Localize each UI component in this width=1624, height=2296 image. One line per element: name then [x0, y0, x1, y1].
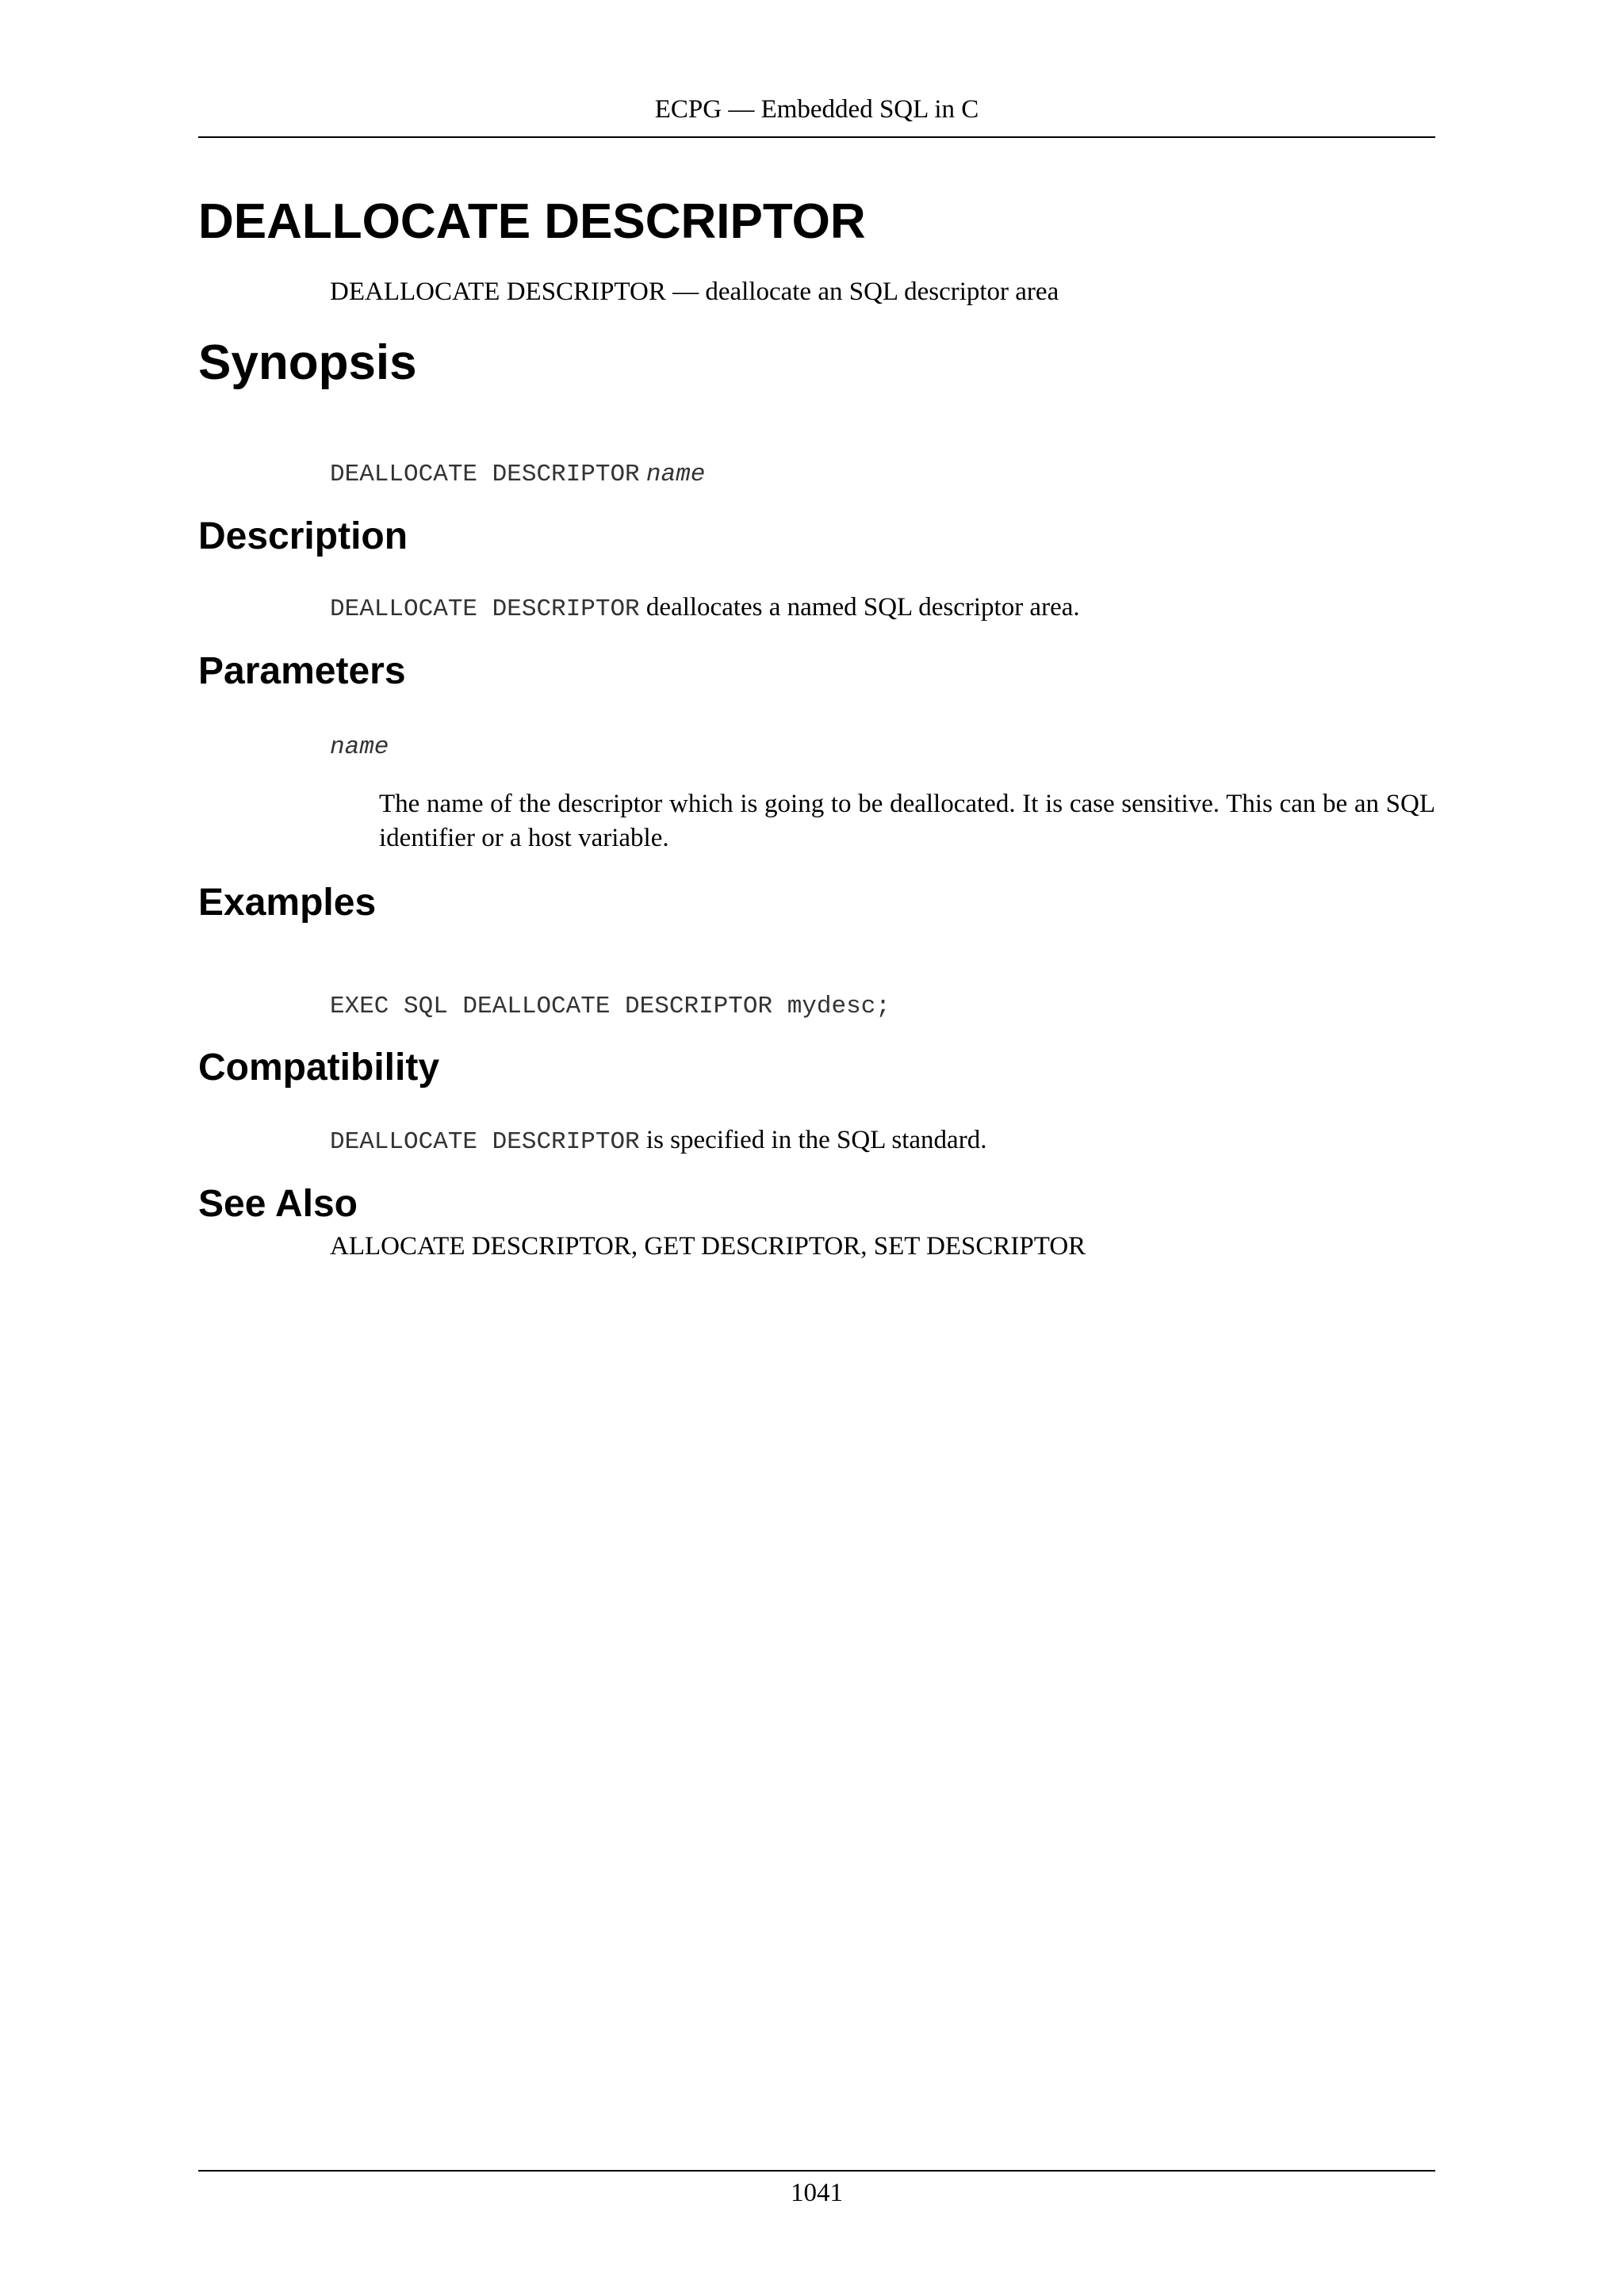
compatibility-heading: Compatibility: [198, 1047, 440, 1089]
description-heading: Description: [198, 515, 408, 557]
synopsis-heading: Synopsis: [198, 335, 417, 390]
refentry-title: DEALLOCATE DESCRIPTOR: [198, 194, 866, 249]
examples-heading: Examples: [198, 882, 377, 924]
see-also-heading: See Also: [198, 1183, 358, 1225]
compatibility-command: DEALLOCATE DESCRIPTOR: [330, 1128, 640, 1156]
synopsis-argument: name: [645, 461, 706, 488]
description-paragraph: [330, 591, 1080, 626]
see-also-links[interactable]: ALLOCATE DESCRIPTOR, GET DESCRIPTOR, SET DESCRIPTOR: [330, 1232, 1086, 1261]
example-code: [330, 989, 891, 1023]
synopsis-command: DEALLOCATE DESCRIPTOR: [330, 461, 640, 488]
compatibility-text: is specified in the SQL standard.: [645, 1126, 987, 1154]
parameter-term-name: name: [330, 733, 389, 761]
compatibility-paragraph: [330, 1124, 986, 1158]
synopsis-code: [330, 457, 705, 491]
page-number: 1041: [791, 2179, 843, 2207]
parameters-heading: Parameters: [198, 650, 406, 692]
example-code-line: EXEC SQL DEALLOCATE DESCRIPTOR mydesc;: [330, 993, 891, 1020]
description-command: DEALLOCATE DESCRIPTOR: [330, 595, 640, 623]
running-header: ECPG — Embedded SQL in C: [654, 95, 979, 124]
parameter-definition: The name of the descriptor which is going to be deallocated. It is case sensitive. This can be an SQL identifier or a host variable.: [379, 790, 1435, 852]
header-rule: [198, 136, 1435, 138]
parameter-term: [330, 729, 389, 763]
footer-rule: [198, 2170, 1435, 2172]
refentry-purpose: DEALLOCATE DESCRIPTOR — deallocate an SQL descriptor area: [330, 277, 1059, 306]
description-text: deallocates a named SQL descriptor area.: [645, 593, 1080, 622]
